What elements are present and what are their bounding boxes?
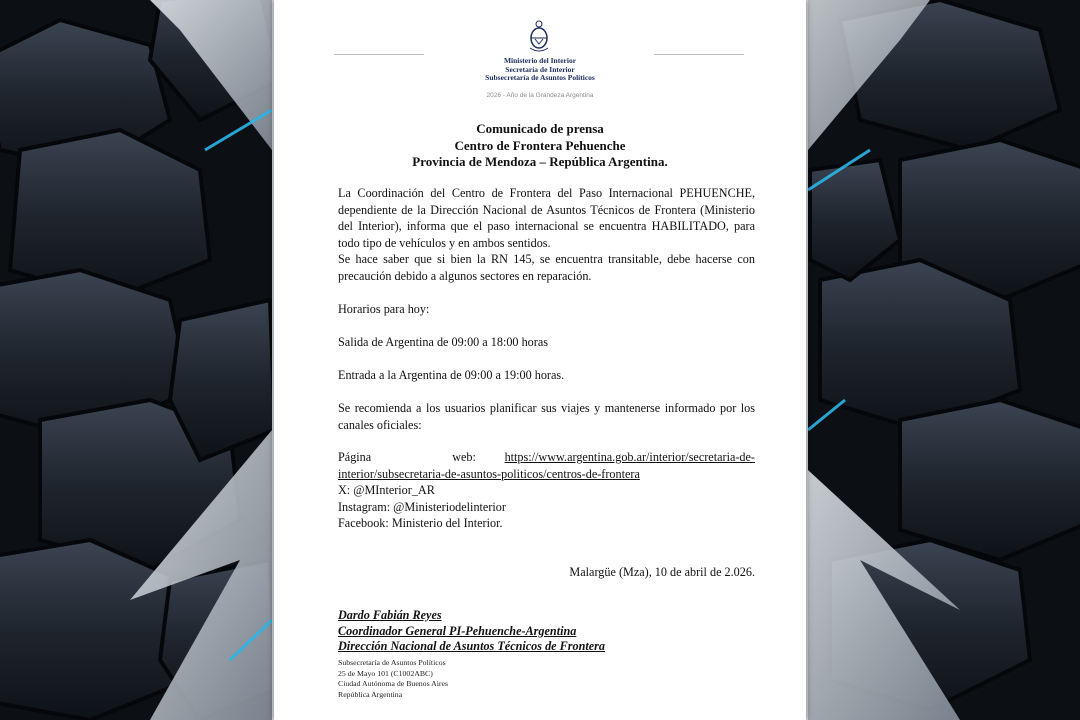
schedule-heading: Horarios para hoy: <box>338 302 430 316</box>
institution-line: Ministerio del Interior <box>503 56 577 65</box>
signature-name: Dardo Fabián Reyes <box>338 608 442 622</box>
document-title: Comunicado de prensa <box>476 121 604 136</box>
footer-line: República Argentina <box>338 689 403 699</box>
signature-role: Coordinador General PI-Pehuenche-Argentina <box>338 623 577 638</box>
institution-line: Secretaría de Interior <box>505 64 575 74</box>
x-handle: X: @MInterior_AR <box>338 483 435 497</box>
document-subtitle: Provincia de Mendoza – República Argentina. <box>412 154 668 169</box>
web-label: Página web: <box>338 450 476 464</box>
footer-line: Subsecretaría de Asuntos Políticos <box>338 658 446 667</box>
place-date: Malargüe (Mza), 10 de abril de 2.026. <box>569 565 755 579</box>
recommendation-paragraph: Se recomienda a los usuarios planificar sus viajes y mantenerse informado por los canales oficiales: <box>338 401 755 432</box>
footer-line: Ciudad Autónoma de Buenos Aires <box>338 679 449 688</box>
entry-schedule: Entrada a la Argentina de 09:00 a 19:00 horas. <box>338 368 565 382</box>
footer-line: 25 de Mayo 101 (C1002ABC) <box>338 668 433 678</box>
body-paragraph: Se hace saber que si bien la RN 145, se encuentra transitable, debe hacerse con precaución debido a algunos sectores en reparación. <box>338 252 755 283</box>
press-release-document <box>274 0 806 720</box>
facebook-handle: Facebook: Ministerio del Interior. <box>338 516 503 530</box>
document-subtitle: Centro de Frontera Pehuenche <box>454 138 626 153</box>
web-line <box>338 449 755 466</box>
header-rule-right <box>654 54 744 55</box>
exit-schedule: Salida de Argentina de 09:00 a 18:00 horas <box>338 335 548 349</box>
coat-of-arms-icon <box>528 18 550 52</box>
signature-office: Dirección Nacional de Asuntos Técnicos de Frontera <box>338 639 605 653</box>
header-rule-left <box>334 54 424 55</box>
website-link[interactable]: interior/subsecretaria-de-asuntos-politicos/centros-de-frontera <box>338 466 640 481</box>
institution-line: Subsecretaría de Asuntos Políticos <box>485 73 595 82</box>
page-edge <box>806 0 808 720</box>
year-motto: 2026 - Año de la Grandeza Argentina <box>486 92 594 99</box>
instagram-handle: Instagram: @Ministeriodelinterior <box>338 499 506 514</box>
website-link[interactable]: https://www.argentina.gob.ar/interior/secretaria-de- <box>504 450 755 464</box>
body-paragraph: La Coordinación del Centro de Frontera del Paso Internacional PEHUENCHE, dependiente de la Dirección Nacional de Asuntos Técnicos de Frontera (Ministerio del Interior), informa que el paso internacional se encuentra HABILITADO, para todo tipo de vehículos y en ambos sentidos. <box>338 186 755 250</box>
